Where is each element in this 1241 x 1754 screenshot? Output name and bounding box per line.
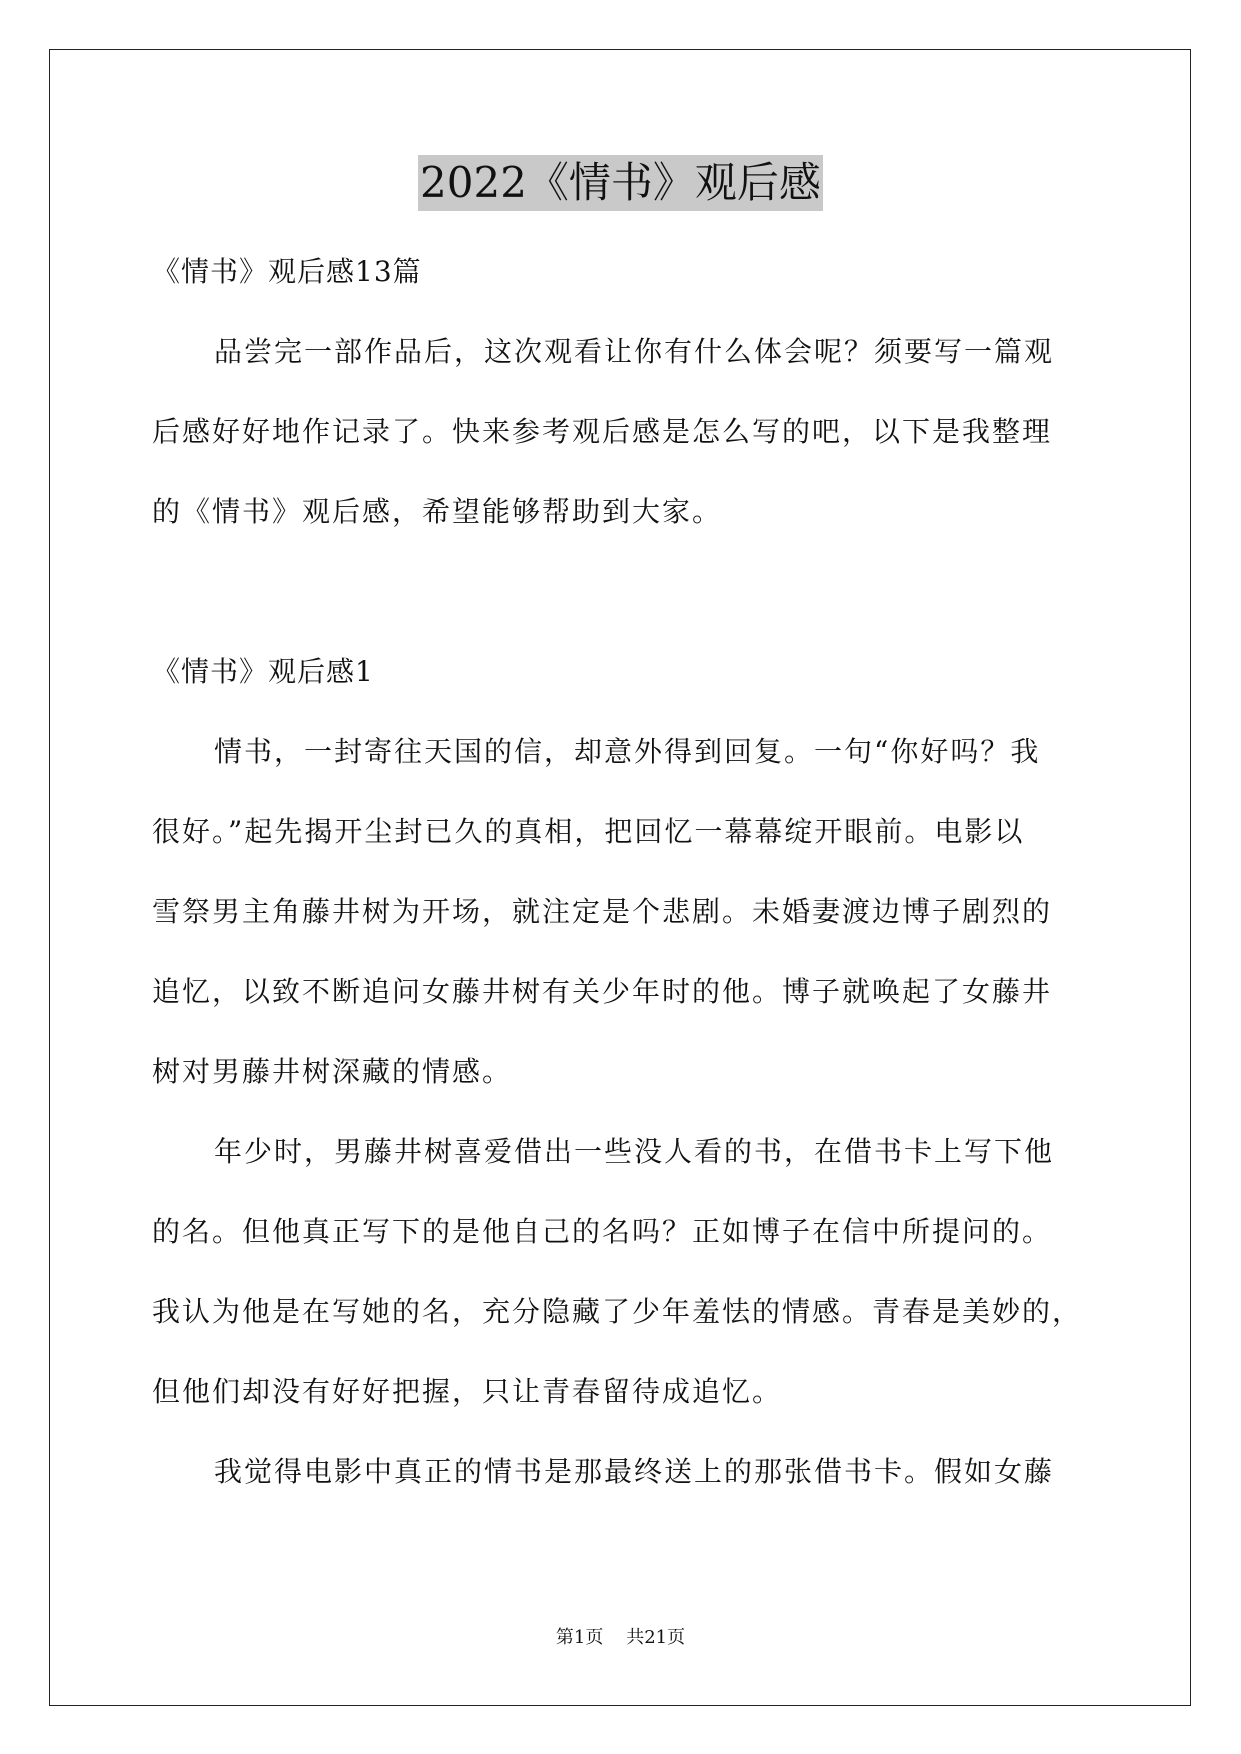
paragraph-3-line-1: 我觉得电影中真正的情书是那最终送上的那张借书卡。假如女藤 [214,1455,1055,1488]
paragraph-1-line-2: 很好。”起先揭开尘封已久的真相，把回忆一幕幕绽开眼前。电影以 [152,815,1025,848]
paragraph-2-line-1: 年少时，男藤井树喜爱借出一些没人看的书，在借书卡上写下他 [214,1135,1055,1168]
intro-line-2: 后感好好地作记录了。快来参考观后感是怎么写的吧，以下是我整理 [152,415,1053,448]
paragraph-1-line-5: 树对男藤井树深藏的情感。 [152,1055,513,1088]
intro-line-1: 品尝完一部作品后，这次观看让你有什么体会呢？须要写一篇观 [214,335,1055,368]
section-heading: 《情书》观后感1 [152,655,374,688]
spacer [152,552,1088,632]
title-wrap [0,155,1241,211]
document-subtitle: 《情书》观后感13篇 [152,255,422,288]
paragraph-1-line-1: 情书，一封寄往天国的信，却意外得到回复。一句“你好吗？我 [214,735,1041,768]
paragraph-1-line-4: 追忆，以致不断追问女藤井树有关少年时的他。博子就唤起了女藤井 [152,975,1053,1008]
page-total: 共21页 [626,1627,686,1648]
paragraph-2-line-4: 但他们却没有好好把握，只让青春留待成追忆。 [152,1375,783,1408]
paragraph-2-line-3: 我认为他是在写她的名，充分隐藏了少年羞怯的情感。青春是美妙的， [152,1295,1083,1328]
page-footer [0,1626,1241,1650]
document-body [152,232,1088,1512]
paragraph-1-line-3: 雪祭男主角藤井树为开场，就注定是个悲剧。未婚妻渡边博子剧烈的 [152,895,1053,928]
paragraph-2-line-2: 的名。但他真正写下的是他自己的名吗？正如博子在信中所提问的。 [152,1215,1053,1248]
document-title: 2022《情书》观后感 [418,155,823,211]
intro-line-3: 的《情书》观后感，希望能够帮助到大家。 [152,495,723,528]
page-number: 第1页 [555,1627,604,1648]
